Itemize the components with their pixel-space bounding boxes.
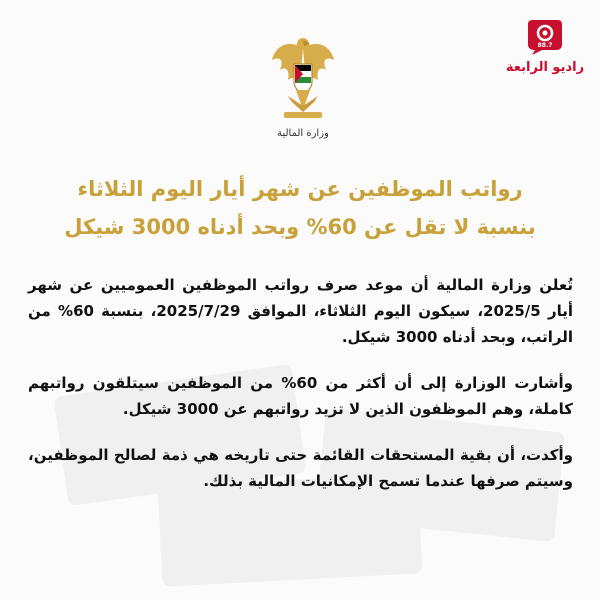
paragraph-2: وأشارت الوزارة إلى أن أكثر من 60% من الموظفين سيتلقون رواتبهم كاملة، وهم الموظفون الذين لا تزيد رواتبهم عن 3000 شيكل. — [28, 374, 573, 418]
radio-mark-icon — [524, 18, 566, 56]
radio-logo — [500, 18, 590, 82]
radio-name: راديو الرابعة — [505, 60, 585, 75]
headline-line-1: رواتب الموظفين عن شهر أيار اليوم الثلاثاء — [77, 177, 523, 201]
paragraph-1: تُعلن وزارة المالية أن موعد صرف رواتب الموظفين العموميين عن شهر أيار 2025/5، سيكون اليوم الثلاثاء، الموافق 2025/7/29، بنسبة 60% من الراتب، وبحد أدناه 3000 شيكل. — [28, 276, 573, 346]
ministry-logo — [258, 30, 348, 150]
radio-frequency: 88.7 — [537, 42, 553, 49]
article-body — [28, 272, 573, 514]
headline-line-2: بنسبة لا تقل عن 60% وبحد أدناه 3000 شيكل — [64, 215, 536, 239]
paragraph-3: وأكدت، أن بقية المستحقات القائمة حتى تاريخه هي ذمة لصالح الموظفين، وسيتم صرفها عندما تسمح الإمكانيات المالية بذلك. — [28, 446, 573, 490]
eagle-emblem-icon — [270, 30, 336, 122]
headline — [30, 170, 570, 246]
ministry-name: وزارة المالية — [277, 128, 329, 139]
